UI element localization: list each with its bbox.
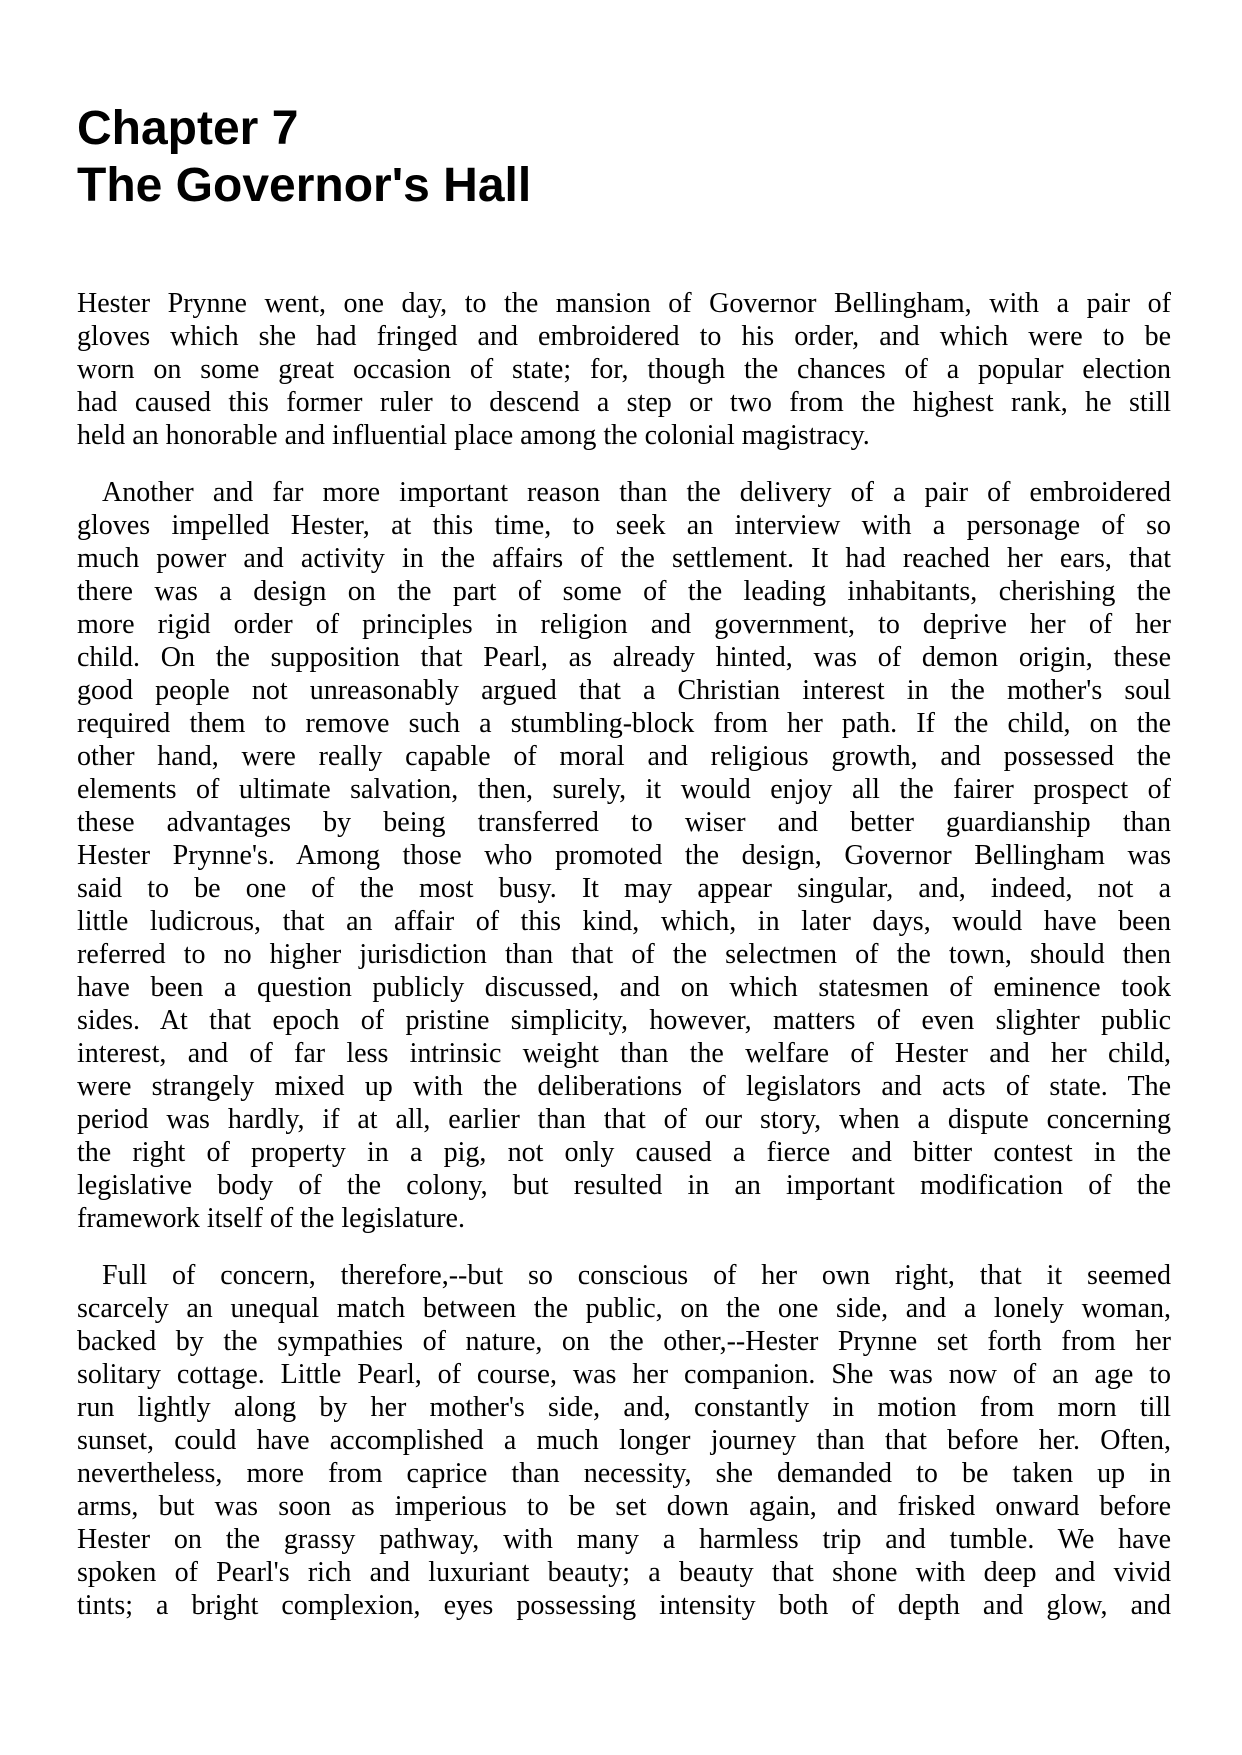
text-line: much power and activity in the affairs of the settlement. It had reached her ears, that bbox=[77, 543, 1171, 574]
text-line: Another and far more important reason than the delivery of a pair of embroidered bbox=[102, 477, 1171, 508]
text-line: good people not unreasonably argued that a Christian interest in the mother's soul bbox=[77, 675, 1171, 706]
text-line: run lightly along by her mother's side, and, constantly in motion from morn till bbox=[77, 1392, 1171, 1423]
text-line: were strangely mixed up with the deliberations of legislators and acts of state. The bbox=[77, 1071, 1171, 1102]
chapter-body bbox=[77, 287, 1171, 1646]
text-line: held an honorable and influential place among the colonial magistracy. bbox=[77, 420, 870, 451]
paragraph bbox=[77, 1259, 1171, 1622]
text-line: little ludicrous, that an affair of this kind, which, in later days, would have been bbox=[77, 906, 1171, 937]
chapter-number: Chapter 7 bbox=[77, 102, 299, 155]
chapter-heading bbox=[77, 100, 531, 214]
text-line: sunset, could have accomplished a much longer journey than that before her. Often, bbox=[77, 1425, 1171, 1456]
chapter-title: The Governor's Hall bbox=[77, 159, 532, 212]
text-line: framework itself of the legislature. bbox=[77, 1203, 465, 1234]
text-line: Hester on the grassy pathway, with many a harmless trip and tumble. We have bbox=[77, 1524, 1171, 1555]
text-line: other hand, were really capable of moral and religious growth, and possessed the bbox=[77, 741, 1171, 772]
text-line: these advantages by being transferred to wiser and better guardianship than bbox=[77, 807, 1171, 838]
text-line: interest, and of far less intrinsic weight than the welfare of Hester and her child, bbox=[77, 1038, 1171, 1069]
text-line: had caused this former ruler to descend a step or two from the highest rank, he still bbox=[77, 387, 1171, 418]
text-line: have been a question publicly discussed, and on which statesmen of eminence took bbox=[77, 972, 1171, 1003]
text-line: worn on some great occasion of state; for, though the chances of a popular election bbox=[77, 354, 1171, 385]
text-line: tints; a bright complexion, eyes possessing intensity both of depth and glow, and bbox=[77, 1590, 1171, 1621]
text-line: Hester Prynne went, one day, to the mansion of Governor Bellingham, with a pair of bbox=[77, 288, 1171, 319]
text-line: sides. At that epoch of pristine simplicity, however, matters of even slighter public bbox=[77, 1005, 1171, 1036]
text-line: scarcely an unequal match between the public, on the one side, and a lonely woman, bbox=[77, 1293, 1171, 1324]
text-line: child. On the supposition that Pearl, as already hinted, was of demon origin, these bbox=[77, 642, 1171, 673]
text-line: Hester Prynne's. Among those who promoted the design, Governor Bellingham was bbox=[77, 840, 1171, 871]
text-line: there was a design on the part of some of the leading inhabitants, cherishing the bbox=[77, 576, 1171, 607]
text-line: said to be one of the most busy. It may appear singular, and, indeed, not a bbox=[77, 873, 1171, 904]
text-line: spoken of Pearl's rich and luxuriant beauty; a beauty that shone with deep and vivid bbox=[77, 1557, 1171, 1588]
text-line: required them to remove such a stumbling-block from her path. If the child, on the bbox=[77, 708, 1171, 739]
text-line: backed by the sympathies of nature, on the other,--Hester Prynne set forth from her bbox=[77, 1326, 1171, 1357]
paragraph bbox=[77, 476, 1171, 1235]
text-line: arms, but was soon as imperious to be set down again, and frisked onward before bbox=[77, 1491, 1171, 1522]
text-line: elements of ultimate salvation, then, surely, it would enjoy all the fairer prospect of bbox=[77, 774, 1171, 805]
text-line: nevertheless, more from caprice than necessity, she demanded to be taken up in bbox=[77, 1458, 1171, 1489]
text-line: gloves which she had fringed and embroidered to his order, and which were to be bbox=[77, 321, 1171, 352]
paragraph bbox=[77, 287, 1171, 452]
text-line: solitary cottage. Little Pearl, of course, was her companion. She was now of an age to bbox=[77, 1359, 1171, 1390]
text-line: legislative body of the colony, but resulted in an important modification of the bbox=[77, 1170, 1171, 1201]
text-line: more rigid order of principles in religion and government, to deprive her of her bbox=[77, 609, 1171, 640]
text-line: referred to no higher jurisdiction than that of the selectmen of the town, should then bbox=[77, 939, 1171, 970]
text-line: gloves impelled Hester, at this time, to seek an interview with a personage of so bbox=[77, 510, 1171, 541]
text-line: Full of concern, therefore,--but so conscious of her own right, that it seemed bbox=[102, 1260, 1171, 1291]
text-line: the right of property in a pig, not only caused a fierce and bitter contest in the bbox=[77, 1137, 1171, 1168]
text-line: period was hardly, if at all, earlier than that of our story, when a dispute concerning bbox=[77, 1104, 1171, 1135]
